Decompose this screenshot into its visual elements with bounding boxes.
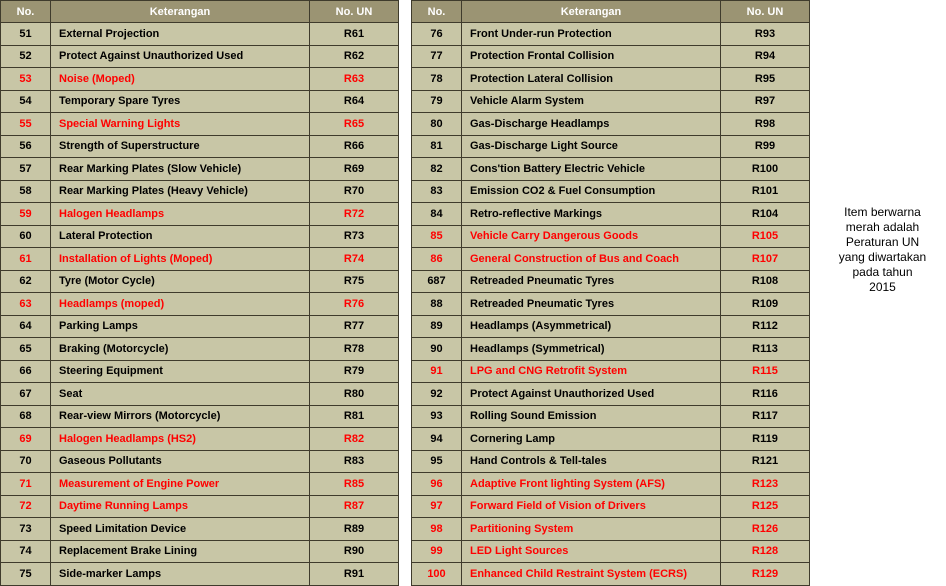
row-keterangan: Cons'tion Battery Electric Vehicle	[462, 158, 721, 181]
row-un-number: R85	[310, 473, 399, 496]
row-keterangan: LPG and CNG Retrofit System	[462, 360, 721, 383]
row-number: 92	[412, 383, 462, 406]
row-un-number: R63	[310, 68, 399, 91]
row-number: 72	[1, 495, 51, 518]
row-un-number: R79	[310, 360, 399, 383]
row-keterangan: Strength of Superstructure	[51, 135, 310, 158]
row-un-number: R61	[310, 23, 399, 46]
header-no: No.	[412, 1, 462, 23]
row-keterangan: Partitioning System	[462, 518, 721, 541]
table-row	[412, 293, 810, 316]
row-number: 91	[412, 360, 462, 383]
side-note-line: yang diwartakan	[838, 250, 927, 264]
row-number: 53	[1, 68, 51, 91]
row-keterangan: Adaptive Front lighting System (AFS)	[462, 473, 721, 496]
table-row	[412, 450, 810, 473]
table-row	[412, 180, 810, 203]
row-un-number: R112	[721, 315, 810, 338]
row-number: 75	[1, 563, 51, 586]
row-un-number: R125	[721, 495, 810, 518]
row-un-number: R95	[721, 68, 810, 91]
table-row	[1, 203, 399, 226]
row-keterangan: Tyre (Motor Cycle)	[51, 270, 310, 293]
table-row	[412, 405, 810, 428]
table-row	[1, 518, 399, 541]
table-row	[1, 113, 399, 136]
row-keterangan: Daytime Running Lamps	[51, 495, 310, 518]
row-keterangan: Forward Field of Vision of Drivers	[462, 495, 721, 518]
row-un-number: R73	[310, 225, 399, 248]
side-note-line: pada tahun	[852, 265, 913, 279]
row-number: 61	[1, 248, 51, 271]
row-number: 54	[1, 90, 51, 113]
row-number: 98	[412, 518, 462, 541]
row-number: 62	[1, 270, 51, 293]
row-keterangan: LED Light Sources	[462, 540, 721, 563]
table-row	[412, 495, 810, 518]
table-row	[1, 383, 399, 406]
table-row	[1, 270, 399, 293]
row-keterangan: Special Warning Lights	[51, 113, 310, 136]
table-row	[412, 135, 810, 158]
table-header-row	[1, 1, 399, 23]
row-number: 59	[1, 203, 51, 226]
row-un-number: R77	[310, 315, 399, 338]
un-regulation-table-left	[0, 0, 399, 586]
row-number: 71	[1, 473, 51, 496]
row-un-number: R108	[721, 270, 810, 293]
row-keterangan: Installation of Lights (Moped)	[51, 248, 310, 271]
table-row	[1, 360, 399, 383]
row-keterangan: Retreaded Pneumatic Tyres	[462, 293, 721, 316]
row-number: 78	[412, 68, 462, 91]
row-keterangan: Replacement Brake Lining	[51, 540, 310, 563]
side-note-line: merah adalah	[845, 220, 920, 234]
table-row	[1, 540, 399, 563]
row-keterangan: Noise (Moped)	[51, 68, 310, 91]
table-row	[1, 450, 399, 473]
row-number: 63	[1, 293, 51, 316]
table-row	[412, 540, 810, 563]
row-number: 89	[412, 315, 462, 338]
row-keterangan: Speed Limitation Device	[51, 518, 310, 541]
side-note-line: Peraturan UN	[845, 235, 920, 249]
row-keterangan: Steering Equipment	[51, 360, 310, 383]
row-number: 96	[412, 473, 462, 496]
row-keterangan: Protect Against Unauthorized Used	[462, 383, 721, 406]
row-keterangan: Rear-view Mirrors (Motorcycle)	[51, 405, 310, 428]
row-keterangan: Lateral Protection	[51, 225, 310, 248]
row-number: 69	[1, 428, 51, 451]
row-number: 84	[412, 203, 462, 226]
row-number: 76	[412, 23, 462, 46]
side-note-line: 2015	[869, 280, 896, 294]
table-row	[412, 68, 810, 91]
row-keterangan: Halogen Headlamps (HS2)	[51, 428, 310, 451]
row-number: 97	[412, 495, 462, 518]
row-keterangan: Vehicle Carry Dangerous Goods	[462, 225, 721, 248]
row-keterangan: Halogen Headlamps	[51, 203, 310, 226]
row-number: 68	[1, 405, 51, 428]
row-keterangan: Enhanced Child Restraint System (ECRS)	[462, 563, 721, 586]
row-number: 94	[412, 428, 462, 451]
row-keterangan: Side-marker Lamps	[51, 563, 310, 586]
row-un-number: R90	[310, 540, 399, 563]
row-keterangan: Headlamps (moped)	[51, 293, 310, 316]
row-un-number: R93	[721, 23, 810, 46]
row-un-number: R99	[721, 135, 810, 158]
row-un-number: R100	[721, 158, 810, 181]
row-number: 80	[412, 113, 462, 136]
row-number: 82	[412, 158, 462, 181]
row-un-number: R105	[721, 225, 810, 248]
row-number: 79	[412, 90, 462, 113]
table-row	[1, 90, 399, 113]
row-un-number: R74	[310, 248, 399, 271]
row-un-number: R115	[721, 360, 810, 383]
row-un-number: R91	[310, 563, 399, 586]
row-number: 85	[412, 225, 462, 248]
row-number: 100	[412, 563, 462, 586]
table-row	[1, 338, 399, 361]
row-un-number: R66	[310, 135, 399, 158]
row-keterangan: Emission CO2 & Fuel Consumption	[462, 180, 721, 203]
table-row	[1, 473, 399, 496]
row-un-number: R65	[310, 113, 399, 136]
table-row	[412, 383, 810, 406]
table-row	[1, 495, 399, 518]
un-regulation-table-right	[411, 0, 810, 586]
row-number: 64	[1, 315, 51, 338]
table-row	[1, 563, 399, 586]
table-row	[412, 338, 810, 361]
header-no-un: No. UN	[721, 1, 810, 23]
row-un-number: R64	[310, 90, 399, 113]
row-un-number: R101	[721, 180, 810, 203]
row-keterangan: Braking (Motorcycle)	[51, 338, 310, 361]
row-un-number: R107	[721, 248, 810, 271]
row-un-number: R87	[310, 495, 399, 518]
table-row	[412, 23, 810, 46]
row-un-number: R104	[721, 203, 810, 226]
row-un-number: R76	[310, 293, 399, 316]
row-number: 73	[1, 518, 51, 541]
table-row	[412, 563, 810, 586]
table-row	[412, 360, 810, 383]
header-keterangan: Keterangan	[51, 1, 310, 23]
table-row	[412, 113, 810, 136]
row-keterangan: Headlamps (Asymmetrical)	[462, 315, 721, 338]
row-un-number: R80	[310, 383, 399, 406]
row-un-number: R117	[721, 405, 810, 428]
side-note	[825, 205, 940, 295]
row-keterangan: Front Under-run Protection	[462, 23, 721, 46]
row-keterangan: Rear Marking Plates (Slow Vehicle)	[51, 158, 310, 181]
row-un-number: R69	[310, 158, 399, 181]
row-keterangan: Headlamps (Symmetrical)	[462, 338, 721, 361]
row-keterangan: Protection Lateral Collision	[462, 68, 721, 91]
row-un-number: R113	[721, 338, 810, 361]
row-keterangan: Vehicle Alarm System	[462, 90, 721, 113]
row-number: 67	[1, 383, 51, 406]
table-header-row	[412, 1, 810, 23]
row-number: 57	[1, 158, 51, 181]
table-row	[412, 270, 810, 293]
row-keterangan: Rear Marking Plates (Heavy Vehicle)	[51, 180, 310, 203]
row-keterangan: External Projection	[51, 23, 310, 46]
row-number: 70	[1, 450, 51, 473]
side-note-line: Item berwarna	[844, 205, 921, 219]
row-keterangan: Gas-Discharge Light Source	[462, 135, 721, 158]
table-row	[1, 23, 399, 46]
row-un-number: R116	[721, 383, 810, 406]
table-row	[412, 518, 810, 541]
row-keterangan: Hand Controls & Tell-tales	[462, 450, 721, 473]
row-number: 58	[1, 180, 51, 203]
row-number: 77	[412, 45, 462, 68]
row-un-number: R121	[721, 450, 810, 473]
row-un-number: R109	[721, 293, 810, 316]
row-number: 60	[1, 225, 51, 248]
table-row	[1, 293, 399, 316]
row-keterangan: Parking Lamps	[51, 315, 310, 338]
row-un-number: R126	[721, 518, 810, 541]
table-row	[1, 158, 399, 181]
header-keterangan: Keterangan	[462, 1, 721, 23]
row-un-number: R62	[310, 45, 399, 68]
header-no: No.	[1, 1, 51, 23]
table-row	[1, 225, 399, 248]
table-row	[412, 158, 810, 181]
table-row	[1, 315, 399, 338]
row-keterangan: Seat	[51, 383, 310, 406]
row-un-number: R82	[310, 428, 399, 451]
row-keterangan: Retro-reflective Markings	[462, 203, 721, 226]
row-un-number: R97	[721, 90, 810, 113]
table-row	[412, 315, 810, 338]
row-number: 55	[1, 113, 51, 136]
table-row	[412, 203, 810, 226]
row-number: 83	[412, 180, 462, 203]
table-row	[1, 405, 399, 428]
row-keterangan: Temporary Spare Tyres	[51, 90, 310, 113]
row-number: 90	[412, 338, 462, 361]
row-un-number: R78	[310, 338, 399, 361]
table-row	[1, 248, 399, 271]
row-number: 86	[412, 248, 462, 271]
row-keterangan: Protect Against Unauthorized Used	[51, 45, 310, 68]
row-number: 95	[412, 450, 462, 473]
row-number: 88	[412, 293, 462, 316]
row-un-number: R70	[310, 180, 399, 203]
row-number: 56	[1, 135, 51, 158]
row-keterangan: Rolling Sound Emission	[462, 405, 721, 428]
row-keterangan: Gaseous Pollutants	[51, 450, 310, 473]
table-row	[1, 428, 399, 451]
row-un-number: R123	[721, 473, 810, 496]
row-number: 81	[412, 135, 462, 158]
row-un-number: R98	[721, 113, 810, 136]
row-un-number: R89	[310, 518, 399, 541]
row-number: 687	[412, 270, 462, 293]
row-keterangan: Cornering Lamp	[462, 428, 721, 451]
table-row	[412, 90, 810, 113]
row-un-number: R94	[721, 45, 810, 68]
table-row	[412, 473, 810, 496]
table-row	[1, 68, 399, 91]
row-keterangan: General Construction of Bus and Coach	[462, 248, 721, 271]
row-keterangan: Gas-Discharge Headlamps	[462, 113, 721, 136]
row-number: 74	[1, 540, 51, 563]
table-row	[1, 45, 399, 68]
row-number: 51	[1, 23, 51, 46]
row-number: 93	[412, 405, 462, 428]
row-keterangan: Protection Frontal Collision	[462, 45, 721, 68]
row-number: 99	[412, 540, 462, 563]
row-un-number: R129	[721, 563, 810, 586]
row-un-number: R83	[310, 450, 399, 473]
row-un-number: R72	[310, 203, 399, 226]
row-un-number: R75	[310, 270, 399, 293]
header-no-un: No. UN	[310, 1, 399, 23]
table-row	[412, 248, 810, 271]
row-number: 52	[1, 45, 51, 68]
row-keterangan: Retreaded Pneumatic Tyres	[462, 270, 721, 293]
row-un-number: R119	[721, 428, 810, 451]
row-number: 66	[1, 360, 51, 383]
row-un-number: R81	[310, 405, 399, 428]
table-row	[1, 135, 399, 158]
table-row	[412, 428, 810, 451]
row-number: 65	[1, 338, 51, 361]
table-row	[412, 225, 810, 248]
row-keterangan: Measurement of Engine Power	[51, 473, 310, 496]
row-un-number: R128	[721, 540, 810, 563]
table-row	[1, 180, 399, 203]
table-row	[412, 45, 810, 68]
